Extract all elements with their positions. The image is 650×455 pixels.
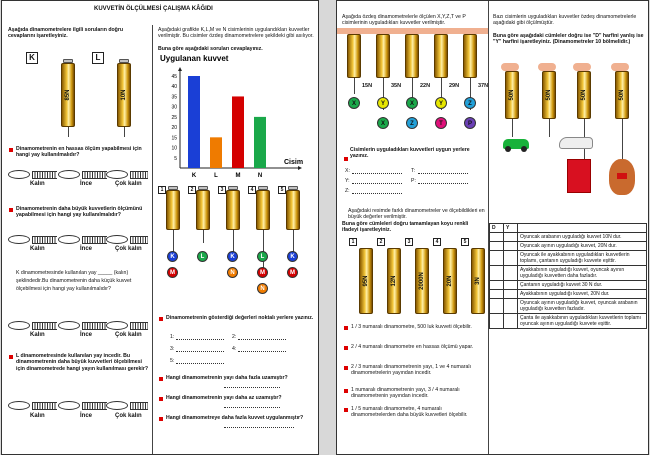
range-dyn-number: 3 bbox=[405, 238, 413, 246]
statement-cell: Oyuncak ayının uyguladığı kuvvet, oyuncak arabanın uyguladığı kuvvetten fazladır. bbox=[518, 299, 647, 314]
object-dyn-value: 50N bbox=[509, 89, 515, 101]
dyn-hook bbox=[622, 119, 623, 159]
q6-answer-input[interactable] bbox=[224, 387, 280, 388]
q2-option-circle-2[interactable] bbox=[58, 235, 80, 244]
very-thick-spring-icon bbox=[130, 402, 148, 410]
worksheet-title: KUVVETİN ÖLÇÜLMESİ ÇALIŞMA KÂĞIDI bbox=[94, 6, 213, 12]
y-tick-label: 15 bbox=[171, 135, 177, 142]
mass-ball-n: N bbox=[227, 267, 238, 278]
y-field-input[interactable] bbox=[352, 183, 402, 184]
y-cell[interactable] bbox=[504, 314, 518, 329]
q2-opt-kalin: Kalın bbox=[30, 246, 45, 252]
d-cell[interactable] bbox=[490, 251, 504, 266]
d-cell[interactable] bbox=[490, 299, 504, 314]
very-thick-spring-icon bbox=[130, 322, 148, 330]
hand-icon bbox=[573, 63, 591, 71]
object-dyn-value: 50N bbox=[619, 89, 625, 101]
weight-value: 15N bbox=[362, 83, 373, 89]
q3-opt-kalin: Kalın bbox=[30, 332, 45, 338]
y-tick-label: 20 bbox=[171, 125, 177, 132]
q4-option-circle-2[interactable] bbox=[58, 401, 80, 410]
dynamometer-4 bbox=[256, 190, 270, 230]
bullet-q4 bbox=[9, 355, 13, 359]
table-row bbox=[490, 290, 647, 299]
statement-item[interactable]: 2 / 4 numaralı dinamometre en hassas ölçümü yapar. bbox=[351, 344, 474, 350]
p-field-input[interactable] bbox=[418, 183, 468, 184]
range-dyn-number: 4 bbox=[433, 238, 441, 246]
thin-spring-icon bbox=[82, 322, 107, 330]
object-dynamometer bbox=[577, 71, 591, 119]
question-1: Dinamometrenin en hassas ölçüm yapabilmesi için hangi yay kullanılmalıdır? bbox=[16, 146, 142, 159]
y-field-label: Y: bbox=[345, 178, 350, 184]
teddy-bow-icon bbox=[617, 173, 627, 179]
y-axis-arrow bbox=[178, 67, 182, 71]
dyn-number-box: 5 bbox=[278, 186, 286, 194]
object-dyn-value: 50N bbox=[581, 89, 587, 101]
dynamometer-1 bbox=[166, 190, 180, 230]
table-row bbox=[490, 251, 647, 266]
bullet-q8 bbox=[159, 417, 163, 421]
bar-k bbox=[188, 76, 200, 168]
bullet-q6 bbox=[159, 377, 163, 381]
statement-cell: Ayakkabının uyguladığı kuvvet, 20N dur. bbox=[518, 290, 647, 299]
chart-title: Uygulanan kuvvet bbox=[160, 54, 229, 63]
dyn-l-hook bbox=[124, 127, 125, 137]
statement-item[interactable]: 1 / 5 numaralı dinamometre, 4 numaralı dinamometrelerden daha büyük kuvvetleri ölçebilir. bbox=[351, 406, 468, 419]
mass-ball-m: M bbox=[287, 267, 298, 278]
question-10: Cisimlerin uyguladıkları kuvvetleri uygun yerlere yazınız. bbox=[350, 147, 470, 160]
q2-option-circle-1[interactable] bbox=[8, 235, 30, 244]
object-ball-z: Z bbox=[406, 117, 418, 129]
question-9: Aşağıda özdeş dinamometrelerle ölçülen X,Y,Z,T ve P cisimlerinin uyguladıkları kuvvetler verilmiştir. bbox=[342, 14, 466, 27]
range-dyn-value: 3N bbox=[475, 277, 481, 285]
y-tick-label: 5 bbox=[174, 155, 177, 162]
y-cell[interactable] bbox=[504, 242, 518, 251]
question-3: K dinamometresinde kullanılan yay _____ (kalın) şeklindedir.Bu dinamometrenin daha küçük kuvvet ölçebilmesi için hangi yay kullanılmalıdır? bbox=[16, 270, 132, 292]
x-tick-label: L bbox=[214, 173, 218, 178]
thick-spring-icon bbox=[32, 322, 57, 330]
car-wheel-icon bbox=[505, 146, 511, 152]
bullet-q7 bbox=[159, 397, 163, 401]
p-field-label: P: bbox=[411, 178, 416, 184]
letter-box-k: K bbox=[26, 52, 38, 64]
statement-cell: Oyuncak ile ayakkabının uyguladıkları kuvvetlerin toplamı, çantanın uyguladığı kuvvete eşittir. bbox=[518, 251, 647, 266]
field-4-input[interactable] bbox=[238, 351, 286, 352]
hand-icon bbox=[501, 63, 519, 71]
dynamometer-2 bbox=[196, 190, 210, 230]
object-ball-p: P bbox=[464, 117, 476, 129]
q8-answer-input[interactable] bbox=[224, 427, 294, 428]
question-12-bold: Buna göre aşağıdaki cümleler doğru ise "D" harfini yanlış ise "Y" harfini işaretleyiniz. (Dinamometreler 10 bölmelidir.) bbox=[493, 33, 644, 46]
dynamometer-5 bbox=[286, 190, 300, 230]
question-7: Hangi dinamometrenin yayı daha az uzamıştır? bbox=[166, 395, 282, 401]
field-3-label: 3: bbox=[170, 346, 175, 352]
dyn-hook bbox=[263, 230, 264, 269]
d-cell[interactable] bbox=[490, 266, 504, 281]
field-1-label: 1: bbox=[170, 334, 175, 340]
graph-intro-bold: Buna göre aşağıdaki soruları cevaplayınız. bbox=[158, 46, 263, 52]
range-dynamometer bbox=[471, 248, 485, 314]
dyn-hook bbox=[354, 78, 355, 94]
q1-option-circle-2[interactable] bbox=[58, 170, 80, 179]
car-wheel-icon bbox=[521, 146, 527, 152]
mass-ball-l: L bbox=[257, 251, 268, 262]
mass-ball-m: M bbox=[167, 267, 178, 278]
q4-opt-cok-kalin: Çok kalın bbox=[115, 413, 142, 419]
object-ball-x: X bbox=[406, 97, 418, 109]
intro-text: Aşağıda dinamometrelere ilgili soruların doğru cevaplarını işaretleyiniz. bbox=[8, 27, 124, 40]
question-2: Dinamometrenin daha büyük kuvvetlerin ölçümünü yapabilmesi için hangi yay kullanılmalıdır? bbox=[16, 206, 143, 219]
shoe-icon bbox=[559, 137, 593, 149]
hand-icon bbox=[538, 63, 556, 71]
question-6: Hangi dinamometrenin yayı daha fazla uzamıştır? bbox=[166, 375, 288, 381]
question-4: L dinamometresinde kullanılan yay incedir. Bu dinamometrenin daha büyük kuvvetleri ölçebilmesi için dinamometrede hangi yayın kullanılması gerekir? bbox=[16, 353, 149, 372]
field-5-label: 5: bbox=[170, 358, 175, 364]
statement-item[interactable]: 1 / 3 numaralı dinamometre, 500 luk kuvveti ölçebilir. bbox=[351, 324, 472, 330]
thick-spring-icon bbox=[32, 171, 57, 179]
right-worksheet-page bbox=[336, 0, 649, 455]
object-dynamometer bbox=[615, 71, 629, 119]
y-cell[interactable] bbox=[504, 299, 518, 314]
mass-ball-m: M bbox=[257, 267, 268, 278]
dyn-hook bbox=[203, 230, 204, 243]
mass-ball-k: K bbox=[167, 251, 178, 262]
object-ball-x: X bbox=[377, 117, 389, 129]
bar-l bbox=[210, 137, 222, 168]
force-bar-chart bbox=[152, 53, 317, 178]
dyn-hook bbox=[512, 119, 513, 137]
dyn-number-box: 2 bbox=[188, 186, 196, 194]
question-11-bold: Buna göre cümleleri doğru tamamlayan koyu renkli ifadeyi işaretleyiniz. bbox=[342, 221, 469, 234]
q2-option-circle-3[interactable] bbox=[106, 235, 128, 244]
field-1-input[interactable] bbox=[176, 339, 224, 340]
table-row bbox=[490, 299, 647, 314]
statement-bullet bbox=[344, 408, 348, 412]
table-row bbox=[490, 266, 647, 281]
thick-spring-icon bbox=[32, 402, 57, 410]
d-cell[interactable] bbox=[490, 281, 504, 290]
y-tick-label: 10 bbox=[171, 145, 177, 152]
shopping-bag-icon bbox=[567, 159, 591, 193]
weight-dynamometer bbox=[405, 34, 419, 78]
bar-m bbox=[232, 96, 244, 168]
dyn-number-box: 1 bbox=[158, 186, 166, 194]
weight-dynamometer bbox=[347, 34, 361, 78]
statement-cell: Ayakkabının uyguladığı kuvvet, oyuncak ayının uyguladığı kuvvetten daha fazladır. bbox=[518, 266, 647, 281]
object-dyn-value: 50N bbox=[546, 89, 552, 101]
q1-opt-ince: İnce bbox=[80, 181, 93, 187]
dyn-number-box: 3 bbox=[218, 186, 226, 194]
bullet-q2 bbox=[9, 208, 13, 212]
q2-opt-ince: İnce bbox=[80, 246, 93, 252]
dynamometer-k bbox=[61, 63, 75, 127]
q3-option-circle-2[interactable] bbox=[58, 321, 80, 330]
very-thick-spring-icon bbox=[130, 171, 148, 179]
q3-option-circle-3[interactable] bbox=[106, 321, 128, 330]
range-dynamometer bbox=[443, 248, 457, 314]
dyn-hook bbox=[549, 119, 550, 137]
statement-cell: Çantanın uyguladığı kuvvet 30 N dur. bbox=[518, 281, 647, 290]
field-3-input[interactable] bbox=[176, 351, 224, 352]
statement-bullet bbox=[344, 366, 348, 370]
bullet-q1 bbox=[9, 148, 13, 152]
dynamometer-3 bbox=[226, 190, 240, 230]
field-4-label: 4: bbox=[232, 346, 237, 352]
z-field-input[interactable] bbox=[352, 193, 402, 194]
dynamometer-l bbox=[117, 63, 131, 127]
range-dynamometer bbox=[359, 248, 373, 314]
y-cell[interactable] bbox=[504, 233, 518, 242]
y-cell[interactable] bbox=[504, 251, 518, 266]
d-cell[interactable] bbox=[490, 314, 504, 329]
q4-opt-ince: İnce bbox=[80, 413, 93, 419]
weight-value: 35N bbox=[391, 83, 402, 89]
object-ball-z: Z bbox=[464, 97, 476, 109]
thick-spring-icon bbox=[32, 236, 57, 244]
field-2-label: 2: bbox=[232, 334, 237, 340]
q3-opt-ince: İnce bbox=[80, 332, 93, 338]
bullet-q5 bbox=[159, 317, 163, 321]
range-dyn-number: 2 bbox=[377, 238, 385, 246]
hand-icon bbox=[611, 63, 629, 71]
object-ball-y: Y bbox=[435, 97, 447, 109]
question-12: Bazı cisimlerin uyguladıkları kuvvetler özdeş dinamometrelerle aşağıdaki gibi ölçülmüştür. bbox=[493, 14, 637, 27]
statement-item[interactable]: 2 / 3 numaralı dinamometrenin yayı, 1 ve 4 numaralı dinamometrelerin yayından incedir. bbox=[351, 364, 471, 377]
weight-value: 29N bbox=[449, 83, 460, 89]
object-dynamometer bbox=[505, 71, 519, 119]
x-tick-label: M bbox=[235, 173, 241, 178]
q3-opt-cok-kalin: Çok kalın bbox=[115, 332, 142, 338]
q4-option-circle-1[interactable] bbox=[8, 401, 30, 410]
dyn-k-hook bbox=[68, 127, 69, 137]
q2-opt-cok-kalin: Çok kalın bbox=[115, 246, 142, 252]
q1-option-circle-1[interactable] bbox=[8, 170, 30, 179]
mass-ball-k: K bbox=[287, 251, 298, 262]
thin-spring-icon bbox=[82, 236, 107, 244]
y-cell[interactable] bbox=[504, 290, 518, 299]
statement-cell: Çanta ile ayakkabının uyguladıkları kuvvetlerin toplamı oyuncak ayının uyguladığı kuvvete eşittir. bbox=[518, 314, 647, 329]
q1-option-circle-3[interactable] bbox=[106, 170, 128, 179]
object-ball-t: T bbox=[435, 117, 447, 129]
dyn-l-value: 10N bbox=[121, 89, 127, 101]
bullet-q10 bbox=[344, 157, 348, 161]
mass-ball-k: K bbox=[227, 251, 238, 262]
x-tick-label: N bbox=[257, 173, 263, 178]
statement-bullet bbox=[344, 389, 348, 393]
range-dyn-number: 5 bbox=[461, 238, 469, 246]
weight-value: 22N bbox=[420, 83, 431, 89]
range-dyn-value: 2000N bbox=[419, 272, 425, 290]
q4-option-circle-3[interactable] bbox=[106, 401, 128, 410]
weight-dynamometer bbox=[463, 34, 477, 78]
z-field-label: Z: bbox=[345, 188, 350, 194]
y-tick-label: 40 bbox=[171, 84, 177, 91]
y-tick-label: 30 bbox=[171, 104, 177, 111]
q4-opt-kalin: Kalın bbox=[30, 413, 45, 419]
range-dyn-value: 95N bbox=[363, 275, 369, 287]
table-row bbox=[490, 242, 647, 251]
q1-opt-kalin: Kalın bbox=[30, 181, 45, 187]
statement-bullet bbox=[344, 346, 348, 350]
thin-spring-icon bbox=[82, 171, 107, 179]
true-false-table bbox=[489, 223, 647, 329]
left-worksheet-page bbox=[1, 0, 319, 455]
graph-intro: Aşağıdaki grafikte K,L,M ve N cisimlerinin uygulandıkları kuvvetler verilmiştir. Bu cisimler özdeş dinamometrelere şekildeki gibi asılıyor. bbox=[158, 27, 314, 40]
x-field-label: X: bbox=[345, 168, 350, 174]
q1-opt-cok-kalin: Çok kalın bbox=[115, 181, 142, 187]
range-dyn-value: 20N bbox=[447, 275, 453, 287]
object-ball-y: Y bbox=[377, 97, 389, 109]
x-axis-label: Cisim bbox=[284, 159, 304, 166]
q7-answer-input[interactable] bbox=[224, 407, 280, 408]
d-cell[interactable] bbox=[490, 242, 504, 251]
question-8: Hangi dinamometreye daha fazla kuvvet uygulanmıştır? bbox=[166, 415, 304, 421]
q3-option-circle-1[interactable] bbox=[8, 321, 30, 330]
thin-spring-icon bbox=[82, 402, 107, 410]
question-11: Aşağıdaki resimde farklı dinamometreler ve ölçebildikleri en büyük değerler verilmiştir. bbox=[348, 208, 485, 221]
d-cell[interactable] bbox=[490, 290, 504, 299]
col-statement bbox=[518, 224, 647, 233]
bar-n bbox=[254, 117, 266, 168]
statement-cell: Oyuncak arabanın uyguladığı kuvvet 10N dur. bbox=[518, 233, 647, 242]
y-tick-label: 35 bbox=[171, 94, 177, 101]
col-d: D bbox=[490, 224, 504, 233]
question-5: Dinamometrenin gösterdiği değerleri noktalı yerlere yazınız. bbox=[166, 315, 314, 321]
weight-dynamometer bbox=[376, 34, 390, 78]
t-field-label: T: bbox=[411, 168, 416, 174]
mass-ball-l: L bbox=[197, 251, 208, 262]
dyn-k-value: 85N bbox=[65, 89, 71, 101]
x-tick-label: K bbox=[191, 173, 197, 178]
x-axis-arrow bbox=[298, 166, 302, 170]
object-ball-x: X bbox=[348, 97, 360, 109]
x-field-input[interactable] bbox=[352, 173, 402, 174]
weight-value: 37N bbox=[478, 83, 489, 89]
table-row bbox=[490, 314, 647, 329]
mass-ball-n: N bbox=[257, 283, 268, 294]
weight-dynamometer bbox=[434, 34, 448, 78]
object-dynamometer bbox=[542, 71, 556, 119]
y-tick-label: 25 bbox=[171, 114, 177, 121]
statement-item[interactable]: 1 numaralı dinamometrenin yayı, 3 / 4 numaralı dinamometrenin yayından incedir. bbox=[351, 387, 460, 400]
field-2-input[interactable] bbox=[238, 339, 286, 340]
d-cell[interactable] bbox=[490, 233, 504, 242]
y-cell[interactable] bbox=[504, 281, 518, 290]
range-dynamometer bbox=[387, 248, 401, 314]
field-5-input[interactable] bbox=[176, 363, 224, 364]
table-row bbox=[490, 281, 647, 290]
dyn-number-box: 4 bbox=[248, 186, 256, 194]
table-row bbox=[490, 233, 647, 242]
letter-box-l: L bbox=[92, 52, 104, 64]
y-cell[interactable] bbox=[504, 266, 518, 281]
range-dyn-value: 12N bbox=[391, 275, 397, 287]
y-tick-label: 45 bbox=[171, 74, 177, 80]
range-dynamometer bbox=[415, 248, 429, 314]
statement-bullet bbox=[344, 326, 348, 330]
very-thick-spring-icon bbox=[130, 236, 148, 244]
col-y: Y bbox=[504, 224, 518, 233]
t-field-input[interactable] bbox=[418, 173, 468, 174]
range-dyn-number: 1 bbox=[349, 238, 357, 246]
statement-cell: Oyuncak ayının uyguladığı kuvvet, 20N dur. bbox=[518, 242, 647, 251]
